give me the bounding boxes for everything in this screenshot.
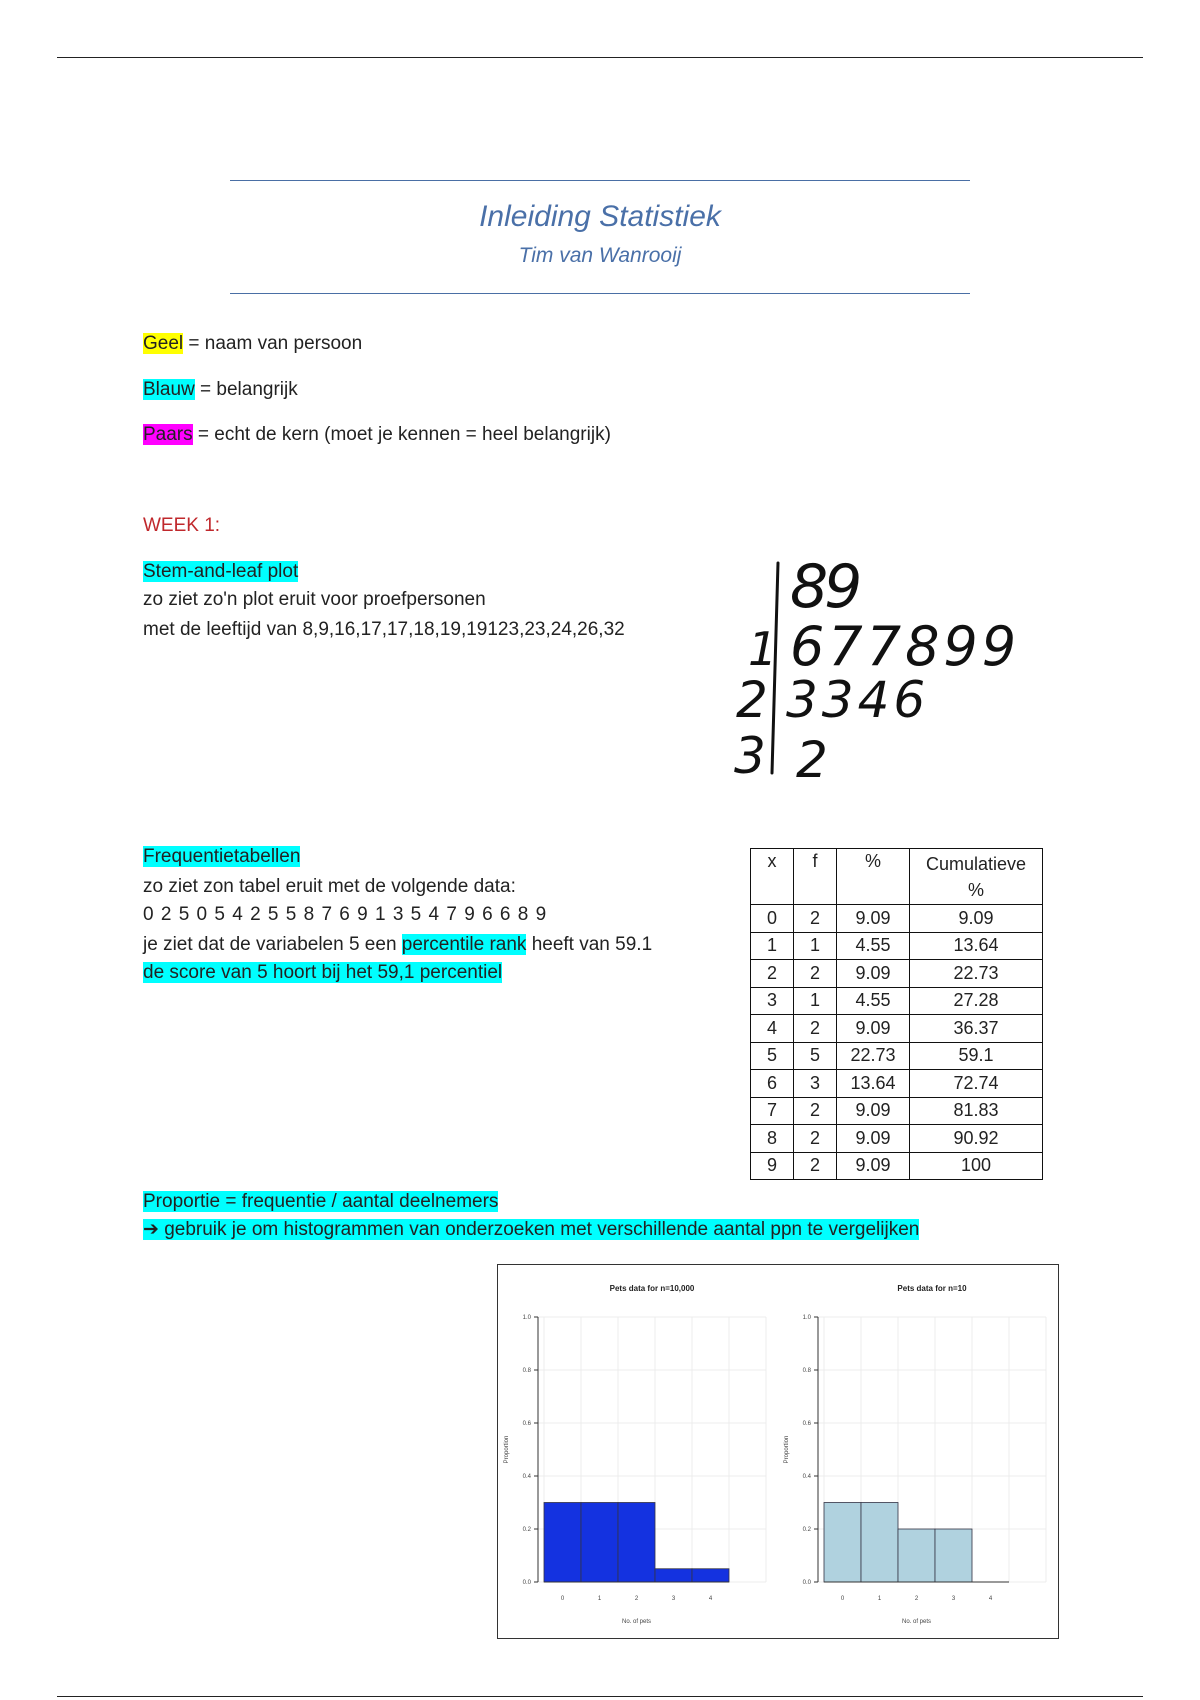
table-cell: 100 xyxy=(910,1152,1043,1180)
table-cell: 5 xyxy=(794,1042,837,1070)
table-cell: 3 xyxy=(794,1070,837,1098)
table-row xyxy=(751,1070,1043,1098)
table-row xyxy=(751,1152,1043,1180)
table-cell: 81.83 xyxy=(910,1097,1043,1125)
table-row xyxy=(751,1042,1043,1070)
x-tick-label: 4 xyxy=(988,1596,993,1602)
frequency-line3-post: heeft van 59.1 xyxy=(526,934,653,955)
proportion-line2 xyxy=(143,1218,919,1242)
x-tick-label: 4 xyxy=(708,1596,713,1602)
legend-magenta xyxy=(143,423,611,447)
x-tick-label: 0 xyxy=(560,1596,565,1602)
legend-cyan-key: Blauw xyxy=(143,379,195,400)
y-tick-label: 1.0 xyxy=(522,1315,531,1321)
table-cell: 2 xyxy=(794,1015,837,1043)
stem-leaf-row-3-leaves: 2 xyxy=(796,731,828,789)
table-cell: 9.09 xyxy=(837,960,910,988)
stem-leaf-row-1-stem: 1 xyxy=(748,622,778,676)
title-top-rule xyxy=(230,180,970,181)
header-cumulative-line1: Cumulatieve xyxy=(925,854,1027,874)
histogram-bar xyxy=(861,1503,898,1583)
table-cell: 2 xyxy=(794,1125,837,1153)
frequency-line1: zo ziet zon tabel eruit met de volgende data: xyxy=(143,876,516,897)
proportion-line1-text: Proportie = frequentie / aantal deelnemers xyxy=(143,1191,499,1212)
y-tick-label: 0.6 xyxy=(802,1421,811,1427)
table-cell: 36.37 xyxy=(910,1015,1043,1043)
chart-title: Pets data for n=10 xyxy=(897,1284,967,1293)
histogram-bar xyxy=(655,1569,692,1582)
table-row xyxy=(751,905,1043,933)
histogram-bar xyxy=(544,1503,581,1583)
table-cell: 2 xyxy=(751,960,794,988)
x-tick-label: 2 xyxy=(914,1596,919,1602)
y-axis-label: Proportion xyxy=(504,1435,510,1464)
x-tick-label: 3 xyxy=(671,1596,676,1602)
table-cell: 1 xyxy=(794,987,837,1015)
table-cell: 9.09 xyxy=(837,905,910,933)
table-cell: 2 xyxy=(794,905,837,933)
frequency-heading-text: Frequentietabellen xyxy=(143,846,301,867)
legend-yellow xyxy=(143,332,362,356)
x-axis-label: No. of pets xyxy=(621,1619,652,1625)
histogram-bar xyxy=(618,1503,655,1583)
legend-magenta-text: = echt de kern (moet je kennen = heel belangrijk) xyxy=(192,424,611,445)
table-cell: 9.09 xyxy=(837,1097,910,1125)
frequency-line3-pre: je ziet dat de variabelen 5 een xyxy=(143,934,402,955)
table-row xyxy=(751,932,1043,960)
frequency-line4 xyxy=(143,961,502,985)
x-tick-label: 2 xyxy=(634,1596,639,1602)
table-cell: 1 xyxy=(751,932,794,960)
table-cell: 90.92 xyxy=(910,1125,1043,1153)
y-tick-label: 0.4 xyxy=(522,1474,531,1480)
stem-leaf-line1: zo ziet zo'n plot eruit voor proefpersonen xyxy=(143,589,486,610)
frequency-table-body xyxy=(751,905,1043,1180)
table-row xyxy=(751,1097,1043,1125)
title-bottom-rule xyxy=(230,293,970,294)
header-cumulative xyxy=(910,849,1043,905)
table-cell: 13.64 xyxy=(910,932,1043,960)
table-cell: 9.09 xyxy=(837,1015,910,1043)
arrow-icon: ➔ xyxy=(143,1219,159,1240)
table-cell: 9.09 xyxy=(837,1125,910,1153)
histogram-charts xyxy=(498,1265,1058,1638)
legend-cyan xyxy=(143,378,298,402)
stem-leaf-row-1-leaves: 677899 xyxy=(790,615,1021,678)
table-row xyxy=(751,987,1043,1015)
table-cell: 4 xyxy=(751,1015,794,1043)
stem-leaf-row-0-leaves: 89 xyxy=(790,552,859,622)
table-cell: 6 xyxy=(751,1070,794,1098)
table-cell: 2 xyxy=(794,960,837,988)
header-f: f xyxy=(794,849,837,905)
x-tick-label: 1 xyxy=(597,1596,602,1602)
y-tick-label: 0.8 xyxy=(522,1368,531,1374)
y-tick-label: 0.4 xyxy=(802,1474,811,1480)
stem-leaf-line2: met de leeftijd van 8,9,16,17,17,18,19,19123,23,24,26,32 xyxy=(143,619,625,640)
footer-rule xyxy=(57,1696,1143,1697)
y-tick-label: 0.0 xyxy=(522,1580,531,1586)
header-percent: % xyxy=(837,849,910,905)
x-tick-label: 3 xyxy=(951,1596,956,1602)
y-tick-label: 0.8 xyxy=(802,1368,811,1374)
y-tick-label: 1.0 xyxy=(802,1315,811,1321)
table-row xyxy=(751,1015,1043,1043)
frequency-table-header xyxy=(751,849,1043,905)
table-cell: 8 xyxy=(751,1125,794,1153)
histogram-bar xyxy=(824,1503,861,1583)
table-cell: 59.1 xyxy=(910,1042,1043,1070)
histogram-bar xyxy=(692,1569,729,1582)
table-cell: 22.73 xyxy=(837,1042,910,1070)
legend-cyan-text: = belangrijk xyxy=(194,379,298,400)
table-row xyxy=(751,1125,1043,1153)
stem-leaf-row-2-leaves: 3346 xyxy=(786,671,930,729)
chart-title: Pets data for n=10,000 xyxy=(609,1284,695,1293)
y-axis-label: Proportion xyxy=(784,1435,790,1464)
stem-leaf-heading xyxy=(143,560,298,584)
table-row xyxy=(751,960,1043,988)
table-cell: 7 xyxy=(751,1097,794,1125)
y-tick-label: 0.0 xyxy=(802,1580,811,1586)
y-tick-label: 0.2 xyxy=(802,1527,811,1533)
table-cell: 72.74 xyxy=(910,1070,1043,1098)
histogram-bar xyxy=(581,1503,618,1583)
table-cell: 22.73 xyxy=(910,960,1043,988)
table-cell: 3 xyxy=(751,987,794,1015)
table-cell: 27.28 xyxy=(910,987,1043,1015)
proportion-line1 xyxy=(143,1190,498,1214)
table-cell: 0 xyxy=(751,905,794,933)
header-cumulative-line2: % xyxy=(967,880,984,900)
stem-leaf-row-3-stem: 3 xyxy=(734,727,766,785)
frequency-data-line: 0 2 5 0 5 4 2 5 5 8 7 6 9 1 3 5 4 7 9 6 6 8 9 xyxy=(143,904,548,925)
percentile-rank-term: percentile rank xyxy=(401,934,527,955)
histogram-bar xyxy=(898,1529,935,1582)
week-heading: WEEK 1: xyxy=(143,515,221,536)
table-cell: 4.55 xyxy=(837,987,910,1015)
handwritten-stem-leaf-plot xyxy=(720,545,1060,795)
frequency-line3 xyxy=(143,933,652,957)
y-tick-label: 0.6 xyxy=(522,1421,531,1427)
table-cell: 13.64 xyxy=(837,1070,910,1098)
table-cell: 9.09 xyxy=(910,905,1043,933)
frequency-line4-text: de score van 5 hoort bij het 59,1 percentiel xyxy=(143,962,503,983)
x-tick-label: 1 xyxy=(877,1596,882,1602)
x-axis-label: No. of pets xyxy=(901,1619,932,1625)
y-tick-label: 0.2 xyxy=(522,1527,531,1533)
x-tick-label: 0 xyxy=(840,1596,845,1602)
histogram-figure xyxy=(497,1264,1059,1639)
legend-magenta-key: Paars xyxy=(143,424,193,445)
table-cell: 2 xyxy=(794,1097,837,1125)
header-x: x xyxy=(751,849,794,905)
table-cell: 5 xyxy=(751,1042,794,1070)
document-author: Tim van Wanrooij xyxy=(518,244,682,267)
legend-yellow-text: = naam van persoon xyxy=(183,333,363,354)
header-rule xyxy=(57,57,1143,58)
legend-yellow-key: Geel xyxy=(143,333,184,354)
histogram-bar xyxy=(935,1529,972,1582)
table-cell: 2 xyxy=(794,1152,837,1180)
proportion-line2-text: gebruik je om histogrammen van onderzoeken met verschillende aantal ppn te vergelijken xyxy=(158,1219,920,1240)
stem-leaf-row-2-stem: 2 xyxy=(736,671,768,729)
frequency-heading xyxy=(143,845,300,869)
stem-leaf-heading-text: Stem-and-leaf plot xyxy=(143,561,299,582)
table-cell: 1 xyxy=(794,932,837,960)
document-title: Inleiding Statistiek xyxy=(479,200,721,233)
table-cell: 4.55 xyxy=(837,932,910,960)
table-cell: 9 xyxy=(751,1152,794,1180)
table-cell: 9.09 xyxy=(837,1152,910,1180)
frequency-table xyxy=(750,848,1043,1180)
